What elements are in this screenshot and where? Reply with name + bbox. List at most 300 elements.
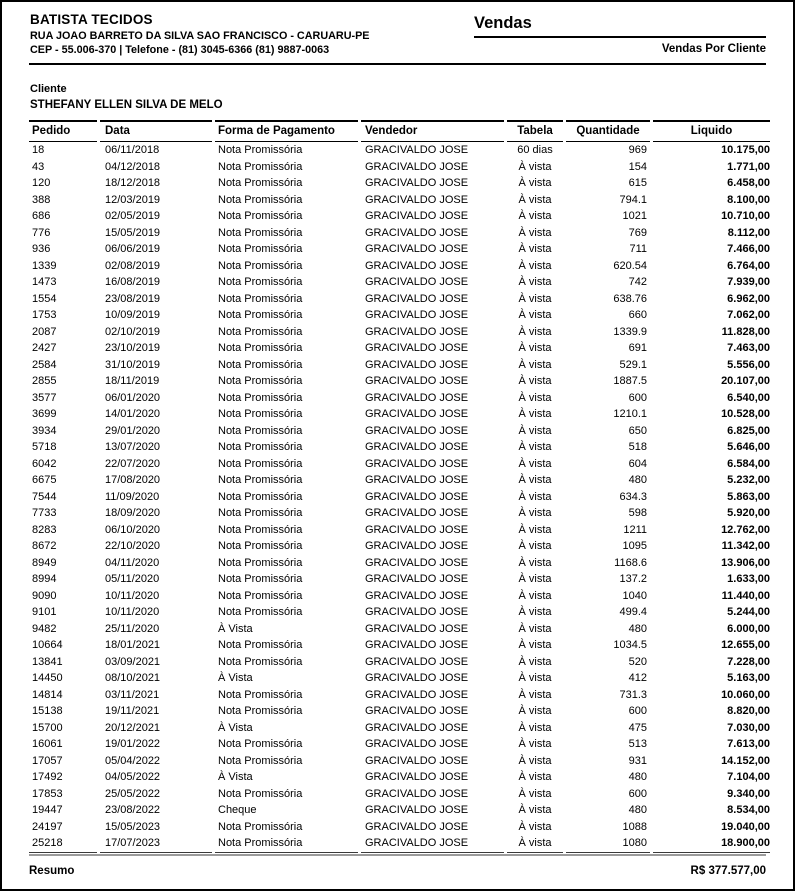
- cell-data: 25/05/2022: [105, 787, 161, 800]
- cell-data: 11/09/2020: [105, 490, 160, 503]
- cell-tabela: À vista: [518, 705, 552, 717]
- table-row: [29, 472, 770, 489]
- cell-quantidade: 1168.6: [614, 556, 647, 569]
- cell-pedido: 388: [32, 193, 51, 206]
- cell-vendedor: GRACIVALDO JOSE: [365, 457, 469, 470]
- cell-pedido: 15700: [32, 721, 63, 734]
- table-row: [29, 274, 770, 291]
- cell-liquido: 10.710,00: [721, 210, 770, 222]
- client-label: Cliente: [30, 83, 67, 95]
- table-body: [29, 142, 770, 853]
- cell-quantidade: 731.3: [619, 688, 647, 701]
- column-header-quantidade: Quantidade: [566, 120, 650, 142]
- cell-pedido: 5718: [32, 441, 57, 453]
- cell-data: 15/05/2023: [105, 820, 161, 833]
- cell-liquido: 10.175,00: [721, 144, 770, 156]
- cell-quantidade: 742: [628, 276, 647, 288]
- cell-forma-pagamento: Nota Promissória: [218, 391, 303, 404]
- table-row: [29, 423, 770, 440]
- cell-quantidade: 600: [628, 705, 647, 717]
- table-row: [29, 456, 770, 473]
- cell-pedido: 25218: [29, 835, 97, 853]
- cell-quantidade: 412: [628, 672, 647, 684]
- cell-forma-pagamento: Nota Promissória: [218, 787, 303, 800]
- cell-pedido: 8283: [32, 523, 57, 536]
- cell-pedido: 17853: [32, 787, 63, 800]
- cell-forma-pagamento: Nota Promissória: [218, 375, 303, 387]
- cell-data: 02/05/2019: [105, 210, 161, 222]
- cell-forma-pagamento: Nota Promissória: [218, 243, 303, 255]
- cell-pedido: 3934: [32, 424, 57, 437]
- cell-forma-pagamento: Nota Promissória: [218, 358, 303, 371]
- table-row: [29, 720, 770, 737]
- cell-forma-pagamento: Nota Promissória: [218, 144, 303, 156]
- cell-liquido: 6.000,00: [727, 622, 770, 635]
- cell-pedido: 14450: [32, 672, 63, 684]
- cell-vendedor: GRACIVALDO JOSE: [365, 210, 469, 222]
- cell-forma-pagamento: Cheque: [218, 804, 257, 816]
- cell-data: 18/11/2019: [105, 375, 160, 387]
- cell-liquido: 6.540,00: [727, 391, 770, 404]
- cell-quantidade: 480: [628, 474, 647, 486]
- cell-vendedor: GRACIVALDO JOSE: [365, 804, 469, 816]
- cell-liquido: 14.152,00: [721, 754, 770, 767]
- cell-vendedor: GRACIVALDO JOSE: [365, 771, 469, 783]
- cell-tabela: À vista: [518, 787, 552, 800]
- cell-tabela: À vista: [518, 490, 552, 503]
- cell-data: 04/05/2022: [105, 771, 161, 783]
- report-title: Vendas: [474, 14, 766, 38]
- cell-vendedor: GRACIVALDO JOSE: [365, 639, 469, 651]
- cell-quantidade: 794.1: [619, 193, 647, 206]
- cell-forma-pagamento: Nota Promissória: [218, 705, 303, 717]
- cell-tabela: À vista: [518, 573, 552, 585]
- cell-quantidade: 604: [628, 457, 647, 470]
- cell-vendedor: GRACIVALDO JOSE: [365, 622, 469, 635]
- cell-forma-pagamento: Nota Promissória: [218, 556, 303, 569]
- cell-quantidade: 969: [628, 144, 647, 156]
- cell-data: 18/01/2021: [105, 639, 161, 651]
- cell-data: 06/06/2019: [105, 243, 161, 255]
- cell-liquido: 6.458,00: [727, 177, 770, 189]
- table-row: [29, 588, 770, 605]
- cell-vendedor: GRACIVALDO JOSE: [365, 292, 469, 305]
- cell-liquido: 8.534,00: [727, 804, 770, 816]
- cell-pedido: 2855: [32, 375, 57, 387]
- table-row: [29, 390, 770, 407]
- cell-data: 18/09/2020: [105, 507, 161, 519]
- table-row: [29, 406, 770, 423]
- cell-quantidade: 480: [628, 622, 647, 635]
- table-row: [29, 703, 770, 720]
- table-row: [29, 208, 770, 225]
- cell-pedido: 7733: [32, 507, 57, 519]
- cell-forma-pagamento: Nota Promissória: [218, 573, 303, 585]
- cell-forma-pagamento: Nota Promissória: [218, 688, 303, 701]
- column-header-vendedor: Vendedor: [361, 120, 504, 142]
- cell-tabela: À vista: [518, 540, 552, 552]
- table-row: [29, 736, 770, 753]
- cell-pedido: 1554: [32, 292, 57, 305]
- cell-forma-pagamento: Nota Promissória: [218, 342, 303, 354]
- cell-quantidade: 499.4: [619, 606, 647, 618]
- cell-vendedor: GRACIVALDO JOSE: [365, 424, 469, 437]
- cell-vendedor: GRACIVALDO JOSE: [365, 738, 469, 750]
- cell-vendedor: GRACIVALDO JOSE: [365, 573, 469, 585]
- cell-pedido: 2427: [32, 342, 57, 354]
- cell-forma-pagamento: Nota Promissória: [218, 474, 303, 486]
- cell-liquido: 11.440,00: [721, 589, 770, 602]
- cell-quantidade: 598: [628, 507, 647, 519]
- cell-tabela: À vista: [518, 457, 552, 470]
- table-row: [29, 538, 770, 555]
- cell-forma-pagamento: Nota Promissória: [218, 523, 303, 536]
- cell-pedido: 8949: [32, 556, 57, 569]
- cell-vendedor: GRACIVALDO JOSE: [365, 606, 469, 618]
- table-row: [29, 175, 770, 192]
- summary-row: [29, 856, 766, 877]
- cell-quantidade: 1210.1: [613, 408, 647, 420]
- cell-pedido: 14814: [32, 688, 63, 701]
- cell-vendedor: GRACIVALDO JOSE: [365, 160, 469, 173]
- cell-data: 15/05/2019: [105, 226, 161, 239]
- column-header-liquido: Liquido: [653, 120, 770, 142]
- table-row: [29, 654, 770, 671]
- cell-pedido: 9482: [32, 622, 57, 635]
- table-row: [29, 142, 770, 159]
- cell-vendedor: GRACIVALDO JOSE: [365, 820, 469, 833]
- cell-forma-pagamento: Nota Promissória: [218, 309, 303, 321]
- cell-tabela: À vista: [518, 507, 552, 519]
- cell-tabela: À vista: [518, 606, 552, 618]
- cell-pedido: 18: [32, 144, 45, 156]
- cell-data: 23/08/2019: [105, 292, 161, 305]
- table-row: [29, 555, 770, 572]
- cell-tabela: À vista: [518, 441, 552, 453]
- cell-quantidade: 520: [628, 655, 647, 668]
- table-row: [29, 159, 770, 176]
- cell-pedido: 1473: [32, 276, 57, 288]
- cell-pedido: 43: [32, 160, 45, 173]
- cell-pedido: 10664: [32, 639, 63, 651]
- cell-vendedor: GRACIVALDO JOSE: [365, 688, 469, 701]
- cell-quantidade: 634.3: [619, 490, 647, 503]
- cell-quantidade: 475: [628, 721, 647, 734]
- cell-quantidade: 1211: [623, 523, 647, 536]
- cell-data: 04/12/2018: [105, 160, 161, 173]
- cell-liquido: 8.820,00: [727, 705, 770, 717]
- cell-tabela: À vista: [518, 721, 552, 734]
- cell-data: 03/11/2021: [105, 688, 160, 701]
- cell-tabela: À vista: [518, 342, 552, 354]
- cell-tabela: À vista: [518, 474, 552, 486]
- cell-forma-pagamento: À Vista: [218, 721, 253, 734]
- cell-vendedor: GRACIVALDO JOSE: [365, 144, 469, 156]
- cell-pedido: 19447: [32, 804, 63, 816]
- cell-liquido: 6.764,00: [727, 259, 770, 272]
- cell-vendedor: GRACIVALDO JOSE: [365, 540, 469, 552]
- cell-liquido: 7.228,00: [727, 655, 770, 668]
- table-row: [29, 505, 770, 522]
- cell-forma-pagamento: Nota Promissória: [218, 441, 303, 453]
- cell-data: 04/11/2020: [105, 556, 160, 569]
- cell-liquido: 9.340,00: [727, 787, 770, 800]
- report-head: [474, 14, 766, 55]
- table-row: [29, 225, 770, 242]
- cell-forma-pagamento: Nota Promissória: [218, 193, 303, 206]
- cell-vendedor: GRACIVALDO JOSE: [365, 226, 469, 239]
- cell-forma-pagamento: Nota Promissória: [218, 490, 303, 503]
- cell-vendedor: GRACIVALDO JOSE: [365, 259, 469, 272]
- cell-liquido: 7.466,00: [727, 243, 770, 255]
- cell-liquido: 5.163,00: [727, 672, 770, 684]
- cell-tabela: À vista: [518, 408, 552, 420]
- cell-forma-pagamento: Nota Promissória: [218, 259, 303, 272]
- table-row: [29, 670, 770, 687]
- cell-pedido: 6675: [32, 474, 57, 486]
- company-address: RUA JOAO BARRETO DA SILVA SAO FRANCISCO - CARUARU-PE: [30, 30, 370, 42]
- cell-pedido: 16061: [32, 738, 63, 750]
- cell-pedido: 17057: [32, 754, 63, 767]
- column-header-data: Data: [100, 120, 212, 142]
- cell-pedido: 3577: [32, 391, 57, 404]
- cell-liquido: 6.825,00: [727, 424, 770, 437]
- cell-forma-pagamento: Nota Promissória: [218, 507, 303, 519]
- cell-tabela: À vista: [518, 424, 552, 437]
- report-subtitle: Vendas Por Cliente: [661, 43, 766, 55]
- cell-vendedor: GRACIVALDO JOSE: [365, 474, 469, 486]
- cell-vendedor: GRACIVALDO JOSE: [365, 655, 469, 668]
- cell-pedido: 2087: [32, 325, 57, 338]
- cell-forma-pagamento: Nota Promissória: [218, 820, 303, 833]
- table-row: [29, 340, 770, 357]
- cell-vendedor: GRACIVALDO JOSE: [365, 408, 469, 420]
- summary-total: R$ 377.577,00: [690, 864, 766, 877]
- cell-vendedor: GRACIVALDO JOSE: [365, 391, 469, 404]
- cell-pedido: 1753: [32, 309, 57, 321]
- cell-forma-pagamento: Nota Promissória: [218, 540, 303, 552]
- cell-quantidade: 1088: [622, 820, 647, 833]
- cell-tabela: À vista: [518, 243, 552, 255]
- cell-quantidade: 711: [629, 243, 647, 255]
- cell-data: 08/10/2021: [105, 672, 161, 684]
- cell-tabela: À vista: [518, 672, 552, 684]
- cell-vendedor: GRACIVALDO JOSE: [365, 342, 469, 354]
- cell-forma-pagamento: Nota Promissória: [215, 835, 358, 853]
- cell-forma-pagamento: Nota Promissória: [218, 292, 303, 305]
- cell-pedido: 9101: [32, 606, 57, 618]
- table-row: [29, 522, 770, 539]
- cell-forma-pagamento: Nota Promissória: [218, 754, 303, 767]
- cell-tabela: À vista: [518, 292, 552, 305]
- column-header-pedido: Pedido: [29, 120, 97, 142]
- cell-pedido: 13841: [32, 655, 63, 668]
- client-block: [30, 82, 223, 114]
- cell-liquido: 1.633,00: [727, 573, 770, 585]
- table-row: [29, 604, 770, 621]
- cell-data: 19/01/2022: [105, 738, 161, 750]
- cell-quantidade: 600: [628, 787, 647, 800]
- cell-tabela: À vista: [518, 738, 552, 750]
- cell-data: 12/03/2019: [105, 193, 161, 206]
- cell-data: 10/11/2020: [105, 589, 160, 602]
- table-row: [29, 241, 770, 258]
- cell-pedido: 2584: [32, 358, 57, 371]
- cell-pedido: 7544: [32, 490, 57, 503]
- cell-liquido: 5.863,00: [727, 490, 770, 503]
- table-row: [29, 621, 770, 638]
- company-name: BATISTA TECIDOS: [30, 12, 153, 27]
- cell-tabela: À vista: [518, 375, 552, 387]
- cell-tabela: À vista: [518, 556, 552, 569]
- cell-vendedor: GRACIVALDO JOSE: [365, 787, 469, 800]
- client-name: STHEFANY ELLEN SILVA DE MELO: [30, 99, 223, 111]
- cell-vendedor: GRACIVALDO JOSE: [365, 243, 469, 255]
- cell-liquido: 7.030,00: [727, 721, 770, 734]
- cell-forma-pagamento: Nota Promissória: [218, 226, 303, 239]
- table-row: [29, 258, 770, 275]
- cell-tabela: À vista: [518, 193, 552, 206]
- cell-quantidade: 600: [628, 391, 647, 404]
- cell-forma-pagamento: Nota Promissória: [218, 325, 303, 338]
- cell-vendedor: GRACIVALDO JOSE: [365, 507, 469, 519]
- cell-vendedor: GRACIVALDO JOSE: [365, 589, 469, 602]
- cell-quantidade: 615: [628, 177, 647, 189]
- cell-forma-pagamento: Nota Promissória: [218, 606, 303, 618]
- cell-data: 31/10/2019: [105, 358, 161, 371]
- cell-tabela: À vista: [518, 160, 552, 173]
- summary-label: Resumo: [29, 864, 75, 877]
- cell-data: 23/10/2019: [105, 342, 161, 354]
- cell-vendedor: GRACIVALDO JOSE: [365, 490, 469, 503]
- cell-liquido: 12.762,00: [721, 523, 770, 536]
- cell-vendedor: GRACIVALDO JOSE: [365, 705, 469, 717]
- cell-pedido: 1339: [32, 259, 57, 272]
- table-row: [29, 835, 770, 853]
- cell-pedido: 8672: [32, 540, 57, 552]
- cell-quantidade: 660: [628, 309, 647, 321]
- cell-liquido: 5.646,00: [727, 441, 770, 453]
- cell-tabela: À vista: [518, 358, 552, 371]
- cell-tabela: À vista: [518, 276, 552, 288]
- cell-tabela: À vista: [518, 391, 552, 404]
- cell-forma-pagamento: À Vista: [218, 622, 253, 635]
- cell-forma-pagamento: Nota Promissória: [218, 408, 303, 420]
- cell-quantidade: 513: [628, 738, 647, 750]
- cell-forma-pagamento: À Vista: [218, 672, 253, 684]
- table-header-row: [29, 120, 766, 142]
- cell-pedido: 3699: [32, 408, 57, 420]
- cell-tabela: À vista: [518, 754, 552, 767]
- cell-data: 22/10/2020: [105, 540, 161, 552]
- table-row: [29, 571, 770, 588]
- cell-forma-pagamento: Nota Promissória: [218, 589, 303, 602]
- cell-data: 13/07/2020: [105, 441, 161, 453]
- cell-quantidade: 769: [628, 226, 647, 239]
- cell-vendedor: GRACIVALDO JOSE: [365, 177, 469, 189]
- cell-quantidade: 480: [628, 771, 647, 783]
- cell-quantidade: 650: [628, 424, 647, 437]
- column-header-tabela: Tabela: [507, 120, 563, 142]
- cell-quantidade: 620.54: [613, 259, 647, 272]
- cell-forma-pagamento: Nota Promissória: [218, 639, 303, 651]
- cell-tabela: À vista: [518, 259, 552, 272]
- cell-data: 02/08/2019: [105, 259, 161, 272]
- cell-forma-pagamento: Nota Promissória: [218, 738, 303, 750]
- cell-vendedor: GRACIVALDO JOSE: [365, 309, 469, 321]
- table-row: [29, 439, 770, 456]
- cell-liquido: 5.556,00: [727, 358, 770, 371]
- cell-data: 23/08/2022: [105, 804, 161, 816]
- table-row: [29, 802, 770, 819]
- cell-pedido: 686: [32, 210, 51, 222]
- cell-liquido: 5.920,00: [727, 507, 770, 519]
- table-row: [29, 357, 770, 374]
- cell-liquido: 7.463,00: [727, 342, 770, 354]
- cell-tabela: À vista: [518, 688, 552, 701]
- cell-tabela: À vista: [518, 771, 552, 783]
- cell-pedido: 6042: [32, 457, 57, 470]
- table-row: [29, 769, 770, 786]
- cell-vendedor: GRACIVALDO JOSE: [361, 835, 504, 853]
- cell-pedido: 936: [32, 243, 51, 255]
- cell-quantidade: 1080: [566, 835, 650, 853]
- table-row: [29, 687, 770, 704]
- cell-forma-pagamento: Nota Promissória: [218, 276, 303, 288]
- cell-vendedor: GRACIVALDO JOSE: [365, 721, 469, 734]
- cell-pedido: 776: [32, 226, 51, 239]
- cell-vendedor: GRACIVALDO JOSE: [365, 556, 469, 569]
- cell-forma-pagamento: À Vista: [218, 771, 253, 783]
- cell-tabela: À vista: [518, 177, 552, 189]
- cell-forma-pagamento: Nota Promissória: [218, 160, 303, 173]
- cell-quantidade: 1034.5: [613, 639, 647, 651]
- cell-tabela: À vista: [507, 835, 563, 853]
- cell-quantidade: 1339.9: [613, 325, 647, 338]
- cell-liquido: 7.939,00: [727, 276, 770, 288]
- cell-liquido: 8.100,00: [727, 193, 770, 206]
- cell-data: 03/09/2021: [105, 655, 161, 668]
- cell-data: 25/11/2020: [105, 622, 160, 635]
- cell-vendedor: GRACIVALDO JOSE: [365, 523, 469, 536]
- cell-quantidade: 480: [628, 804, 647, 816]
- cell-tabela: À vista: [518, 210, 552, 222]
- cell-quantidade: 1040: [622, 589, 647, 602]
- cell-liquido: 18.900,00: [653, 835, 770, 853]
- sales-table: [29, 120, 770, 877]
- cell-liquido: 12.655,00: [721, 639, 770, 651]
- cell-liquido: 11.342,00: [721, 540, 770, 552]
- cell-liquido: 13.906,00: [721, 556, 770, 569]
- cell-vendedor: GRACIVALDO JOSE: [365, 193, 469, 206]
- cell-liquido: 6.584,00: [727, 457, 770, 470]
- cell-tabela: À vista: [518, 589, 552, 602]
- cell-data: 17/08/2020: [105, 474, 161, 486]
- cell-liquido: 7.104,00: [727, 771, 770, 783]
- cell-quantidade: 154: [628, 160, 647, 173]
- header-divider: [29, 63, 766, 65]
- cell-forma-pagamento: Nota Promissória: [218, 457, 303, 470]
- cell-liquido: 5.232,00: [727, 474, 770, 486]
- cell-tabela: À vista: [518, 226, 552, 239]
- cell-forma-pagamento: Nota Promissória: [218, 177, 303, 189]
- table-row: [29, 291, 770, 308]
- company-header: [30, 11, 370, 57]
- cell-data: 19/11/2021: [105, 705, 160, 717]
- cell-forma-pagamento: Nota Promissória: [218, 655, 303, 668]
- cell-quantidade: 518: [628, 441, 647, 453]
- cell-liquido: 1.771,00: [727, 160, 770, 173]
